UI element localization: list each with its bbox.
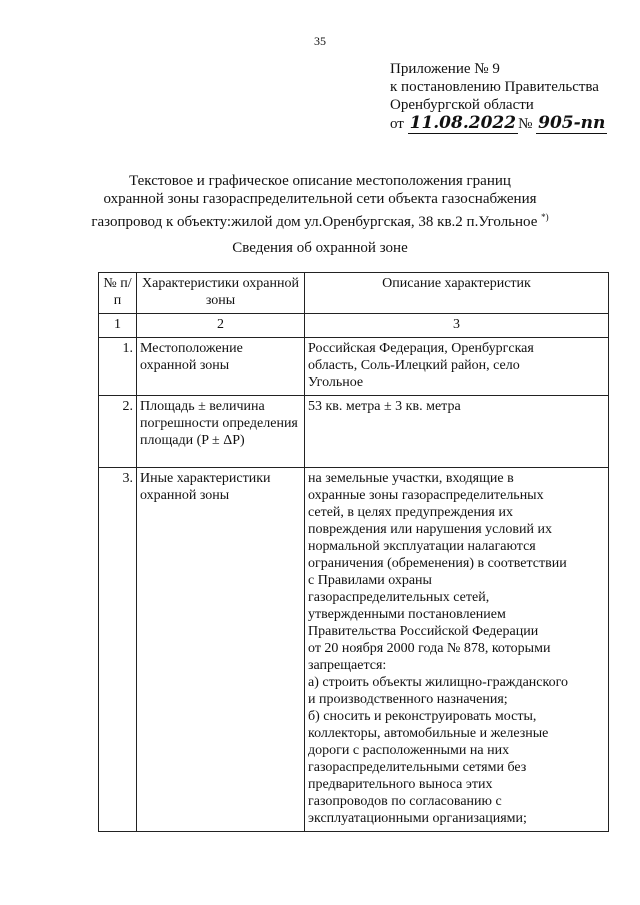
description-line: нормальной эксплуатации налагаются — [308, 539, 536, 554]
table-header-row — [99, 273, 609, 314]
column-number-3: 3 — [305, 314, 609, 338]
description-line: на земельные участки, входящие в — [308, 471, 514, 486]
description-line: б) сносить и реконструировать мосты, — [308, 709, 537, 724]
description-line: и производственного назначения; — [308, 692, 508, 707]
description-line: сетей, в целях предупреждения их — [308, 505, 513, 520]
title-line-3 — [20, 208, 620, 231]
header-number: № п/п — [99, 273, 137, 314]
description-line: с Правилами охраны — [308, 573, 432, 588]
appendix-ref-line: к постановлению Правительства — [390, 79, 599, 95]
description-line: предварительного выноса этих — [308, 777, 493, 792]
column-number-row — [99, 314, 609, 338]
column-number-2: 2 — [137, 314, 305, 338]
description-line: от 20 ноября 2000 года № 878, которыми — [308, 641, 551, 656]
description-line: ограничения (обременения) в соответствии — [308, 556, 567, 571]
description-line: Правительства Российской Федерации — [308, 624, 539, 639]
description-line: газопроводов по согласованию с — [308, 794, 502, 809]
description-line: дороги с расположенными на них — [308, 743, 510, 758]
description-line: утвержденными постановлением — [308, 607, 506, 622]
description-line: 53 кв. метра ± 3 кв. метра — [308, 399, 461, 414]
row-description — [305, 396, 609, 468]
row-characteristic: Иные характеристики охранной зоны — [137, 468, 305, 832]
section-subtitle: Сведения об охранной зоне — [232, 240, 408, 256]
row-number: 2. — [99, 396, 137, 468]
document-title — [20, 172, 620, 231]
number-prefix: № — [518, 116, 533, 132]
description-line: Угольное — [308, 375, 364, 390]
row-characteristic: Площадь ± величина погрешности определения площади (P ± ΔP) — [137, 396, 305, 468]
table-row — [99, 396, 609, 468]
description-line: газораспределительных сетей, — [308, 590, 490, 605]
page-number: 35 — [314, 34, 326, 48]
description-line: Российская Федерация, Оренбургская — [308, 341, 534, 356]
header-description: Описание характеристик — [305, 273, 609, 314]
row-number: 1. — [99, 338, 137, 396]
description-line: а) строить объекты жилищно-гражданского — [308, 675, 568, 690]
appendix-region-line: Оренбургской области — [390, 97, 534, 113]
date-prefix: от — [390, 116, 404, 132]
title-line-1: Текстовое и графическое описание местоположения границ — [129, 173, 511, 189]
description-line: запрещается: — [308, 658, 387, 673]
description-line: эксплуатационными организациями; — [308, 811, 527, 826]
header-characteristic: Характеристики охранной зоны — [137, 273, 305, 314]
row-description — [305, 468, 609, 832]
appendix-title: Приложение № 9 — [390, 61, 500, 77]
column-number-1: 1 — [99, 314, 137, 338]
footnote-mark: *) — [541, 212, 549, 222]
description-line: охранные зоны газораспределительных — [308, 488, 544, 503]
description-line: газораспределительными сетями без — [308, 760, 527, 775]
appendix-date-line — [390, 114, 630, 133]
title-line-3-text: газопровод к объекту:жилой дом ул.Оренбургская, 38 кв.2 п.Угольное — [91, 214, 538, 230]
title-line-2: охранной зоны газораспределительной сети объекта газоснабжения — [103, 191, 537, 207]
table-row — [99, 468, 609, 832]
protection-zone-table — [98, 272, 609, 832]
description-line: коллекторы, автомобильные и железные — [308, 726, 549, 741]
description-line: повреждения или нарушения условий их — [308, 522, 552, 537]
row-description — [305, 338, 609, 396]
table-row — [99, 338, 609, 396]
description-line: область, Соль-Илецкий район, село — [308, 358, 520, 373]
row-characteristic: Местоположение охранной зоны — [137, 338, 305, 396]
handwritten-date: 11.08.2022 — [409, 113, 517, 133]
appendix-header — [390, 60, 630, 133]
handwritten-number: 905-пп — [538, 113, 606, 133]
row-number: 3. — [99, 468, 137, 832]
